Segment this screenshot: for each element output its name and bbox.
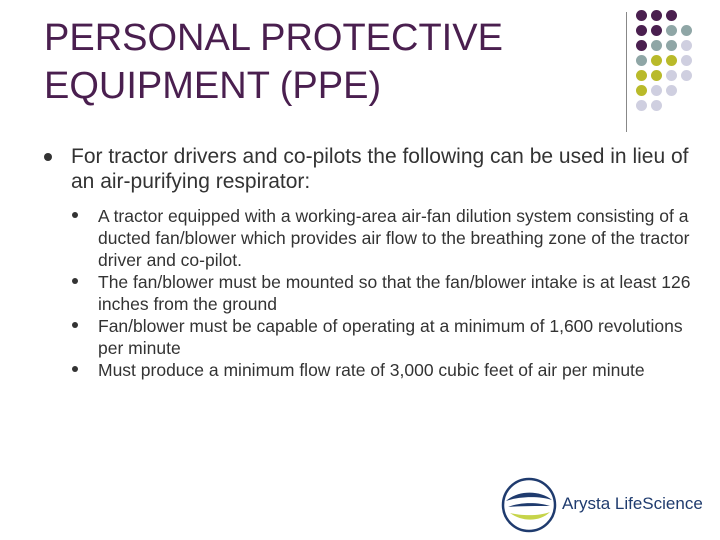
decorative-dot (666, 70, 677, 81)
logo-text: Arysta LifeScience (562, 494, 703, 513)
decorative-dot (651, 40, 662, 51)
decorative-dot (636, 85, 647, 96)
sub-bullet-item (72, 271, 692, 315)
main-bullet-text: For tractor drivers and co-pilots the following can be used in lieu of an air-purifying respirator: (71, 145, 689, 193)
decorative-dot (666, 55, 677, 66)
decorative-dot (681, 70, 692, 81)
bullet-icon (72, 322, 78, 328)
sub-bullet-text: Must produce a minimum flow rate of 3,000 cubic feet of air per minute (98, 360, 645, 380)
bullet-icon (44, 153, 52, 161)
decorative-dot (651, 10, 662, 21)
decorative-dot (681, 25, 692, 36)
decorative-dot (636, 40, 647, 51)
bullet-icon (72, 366, 78, 372)
decorative-dot (666, 25, 677, 36)
sub-bullet-item (72, 205, 692, 271)
decorative-dot-grid (632, 8, 720, 128)
decorative-divider (626, 12, 627, 132)
slide-title (44, 14, 604, 110)
decorative-dot (651, 100, 662, 111)
main-bullet (44, 144, 694, 194)
sub-bullet-text: Fan/blower must be capable of operating at a minimum of 1,600 revolutions per minute (98, 316, 683, 358)
decorative-dot (636, 25, 647, 36)
logo-globe-icon (500, 476, 558, 534)
decorative-dot (666, 85, 677, 96)
decorative-dot (651, 85, 662, 96)
decorative-dot (666, 40, 677, 51)
bullet-icon (72, 212, 78, 218)
bullet-icon (72, 278, 78, 284)
title-line-1: PERSONAL PROTECTIVE (44, 17, 503, 59)
decorative-dot (636, 100, 647, 111)
decorative-dot (651, 70, 662, 81)
arysta-lifescience-logo (500, 476, 710, 536)
decorative-dot (666, 10, 677, 21)
decorative-dot (681, 40, 692, 51)
decorative-dot (651, 55, 662, 66)
sub-bullet-list (72, 205, 692, 381)
decorative-dot (636, 70, 647, 81)
decorative-dot (636, 10, 647, 21)
decorative-dot (636, 55, 647, 66)
sub-bullet-item (72, 359, 692, 381)
decorative-dot (651, 25, 662, 36)
sub-bullet-text: A tractor equipped with a working-area air-fan dilution system consisting of a ducted fan/blower which provides air flow to the breathing zone of the tractor driver and co-pilot. (98, 206, 690, 270)
sub-bullet-item (72, 315, 692, 359)
sub-bullet-text: The fan/blower must be mounted so that the fan/blower intake is at least 126 inches from the ground (98, 272, 691, 314)
title-line-2: EQUIPMENT (PPE) (44, 65, 382, 107)
decorative-dot (681, 55, 692, 66)
